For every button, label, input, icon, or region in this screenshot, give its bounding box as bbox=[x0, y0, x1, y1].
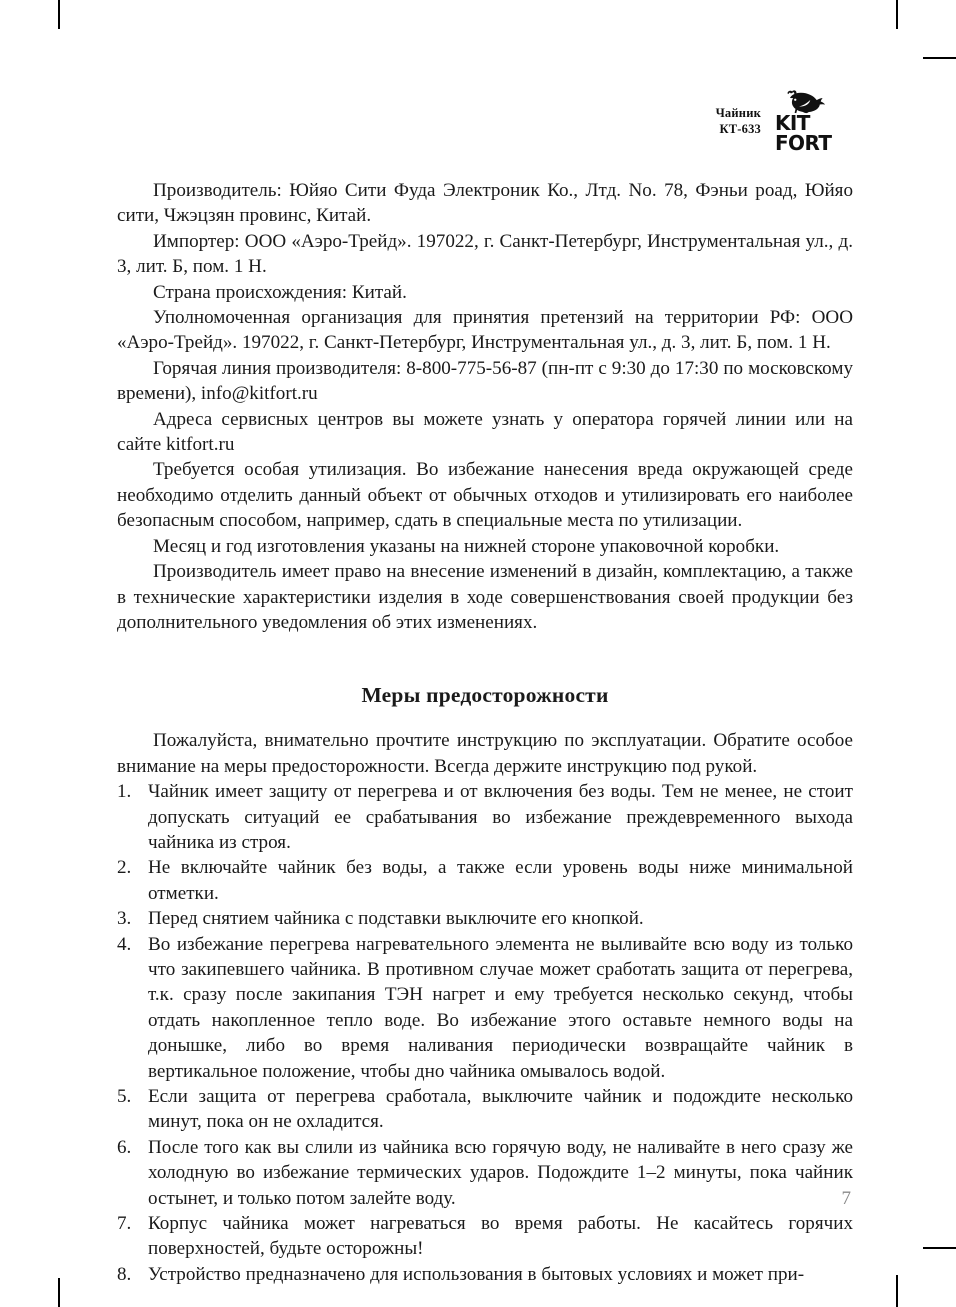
list-item-text: Корпус чайника может нагреваться во время работы. Не касайтесь горячих поверхностей, будьте осторожны! bbox=[148, 1213, 853, 1260]
list-item-number: 5. bbox=[117, 1086, 132, 1107]
list-item bbox=[117, 932, 853, 1084]
crop-mark-top-right-vertical bbox=[896, 0, 898, 29]
paragraph-importer: Импортер: ООО «Аэро-Трейд». 197022, г. Санкт-Петербург, Инструментальная ул., д. 3, лит. Б, пом. 1 Н. bbox=[117, 230, 853, 278]
brand-word-kit: KIT bbox=[775, 111, 810, 135]
list-item-text: Чайник имеет защиту от перегрева и от включения без воды. Тем не менее, не стоит допускать ситуаций ее срабатывания во избежание преждевременного выхода чайника из строя. bbox=[148, 781, 853, 853]
page-number: 7 bbox=[841, 1188, 851, 1209]
list-item bbox=[117, 1084, 853, 1135]
paragraph-service-centers: Адреса сервисных центров вы можете узнать у оператора горячей линии или на сайте kitfort.ru bbox=[117, 408, 853, 456]
list-item bbox=[117, 855, 853, 906]
brand-word-fort: FORT bbox=[775, 131, 832, 155]
list-item-number: 1. bbox=[117, 781, 132, 803]
page-content bbox=[117, 0, 853, 1307]
paragraph-manufacture-date: Месяц и год изготовления указаны на нижней стороне упаковочной коробки. bbox=[153, 535, 780, 557]
paragraph-disposal: Требуется особая утилизация. Во избежание нанесения вреда окружающей среде необходимо отделить данный объект от обычных отходов и утилизировать его наиболее безопасным способом, например, сдать в специальные места по утилизации. bbox=[117, 459, 853, 532]
list-item-number: 8. bbox=[117, 1263, 132, 1285]
paragraph-safety-intro: Пожалуйста, внимательно прочтите инструкцию по эксплуатации. Обратите особое внимание на меры предосторожности. Всегда держите инструкцию под рукой. bbox=[117, 730, 853, 777]
list-item-text: Не включайте чайник без воды, а также если уровень воды ниже минимальной отметки. bbox=[148, 857, 853, 904]
crop-mark-top-left bbox=[58, 0, 60, 29]
page-header bbox=[716, 88, 853, 153]
list-item-text: Во избежание перегрева нагревательного элемента не выливайте всю воду из только что закипевшего чайника. В противном случае может сработать защита от перегрева, т.к. сразу после закипания ТЭН нагрет и ему требуется несколько секунд, чтобы отдать накопленное тепло воде. Во избежание этого оставьте немного воды на донышке, либо во время наливания периодически возвращайте чайник в вертикальное положение, чтобы дно чайника омывалось водой. bbox=[148, 933, 853, 1082]
list-item bbox=[117, 779, 853, 855]
list-item-number: 2. bbox=[117, 857, 132, 879]
list-item-text: Перед снятием чайника с подставки выключите его кнопкой. bbox=[148, 908, 644, 930]
product-model-block bbox=[716, 105, 761, 137]
body-text bbox=[117, 178, 853, 1287]
crop-mark-bottom-right-horizontal bbox=[923, 1247, 956, 1249]
product-model: КТ-633 bbox=[719, 121, 761, 136]
paragraph-authorized-organization: Уполномоченная организация для принятия претензий на территории РФ: ООО «Аэро-Трейд». 197022, г. Санкт-Петербург, Инструментальная ул., д. 3, лит. Б, пом. 1 Н. bbox=[117, 307, 853, 354]
list-item-number: 7. bbox=[117, 1213, 132, 1235]
list-item-number: 4. bbox=[117, 933, 132, 955]
list-item-text: Устройство предназначено для использования в бытовых условиях и может при- bbox=[148, 1263, 805, 1285]
list-item bbox=[117, 1211, 853, 1262]
safety-precautions-list bbox=[117, 779, 853, 1287]
list-item-number: 6. bbox=[117, 1136, 132, 1158]
list-item-text: Если защита от перегрева сработала, выключите чайник и подождите несколько минут, пока он не охладится. bbox=[148, 1086, 853, 1133]
paragraph-country-of-origin: Страна происхождения: Китай. bbox=[153, 281, 407, 303]
list-item-number: 3. bbox=[117, 908, 132, 930]
paragraph-manufacturer: Производитель: Юйяо Сити Фуда Электроник Ко., Лтд. No. 78, Фэньи роад, Юйяо сити, Чжэцзян провинс, Китай. bbox=[117, 180, 853, 227]
crop-mark-top-right-horizontal bbox=[923, 57, 956, 59]
list-item-text: После того как вы слили из чайника всю горячую воду, не наливайте в него сразу же холодную во избежание термических ударов. Подождите 1–2 минуты, пока чайник остынет, и только потом залейте воду. bbox=[148, 1136, 853, 1209]
paragraph-design-changes: Производитель имеет право на внесение изменений в дизайн, комплектацию, а также в технические характеристики изделия в ходе совершенствования своей продукции без дополнительного уведомления об этих изменениях. bbox=[117, 561, 853, 633]
list-item bbox=[117, 1135, 853, 1211]
paragraph-hotline: Горячая линия производителя: 8-800-775-56-87 (пн-пт с 9:30 до 17:30 по московскому времени), info@kitfort.ru bbox=[117, 357, 853, 405]
list-item bbox=[117, 1262, 853, 1287]
crop-mark-bottom-right-vertical bbox=[896, 1275, 898, 1307]
section-heading-safety: Меры предосторожности bbox=[361, 683, 609, 708]
list-item bbox=[117, 906, 853, 931]
product-label: Чайник bbox=[715, 105, 761, 120]
crop-mark-bottom-left bbox=[58, 1278, 60, 1307]
brand-logo bbox=[775, 88, 853, 153]
